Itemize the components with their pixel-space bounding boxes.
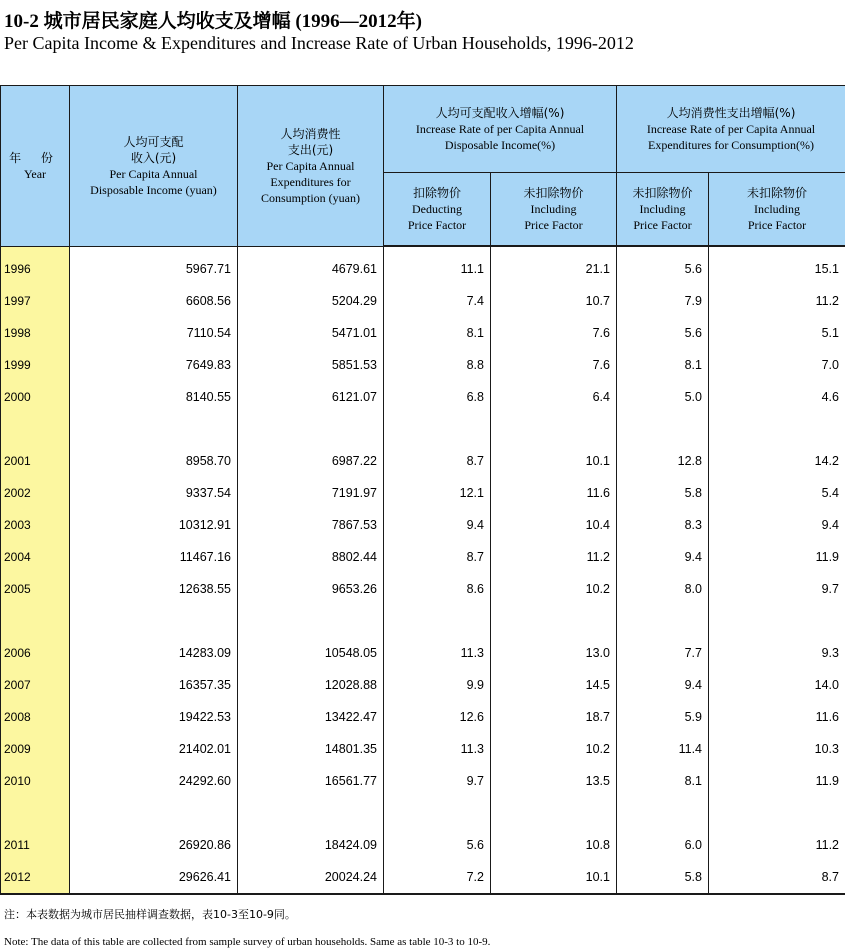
value-cell: 16357.35	[70, 669, 238, 701]
value-cell: 8.7	[384, 541, 491, 573]
value-cell: 9.4	[617, 541, 709, 573]
value-cell: 7.6	[491, 349, 617, 381]
table-row	[1, 509, 845, 541]
value-cell	[238, 797, 384, 829]
value-cell: 6608.56	[70, 285, 238, 317]
value-cell: 8.1	[617, 765, 709, 797]
value-cell: 13422.47	[238, 701, 384, 733]
value-cell: 14.5	[491, 669, 617, 701]
value-cell: 13.5	[491, 765, 617, 797]
table-row	[1, 733, 845, 765]
table-row	[1, 765, 845, 797]
value-cell: 7.9	[617, 285, 709, 317]
value-cell: 6.8	[384, 381, 491, 413]
value-cell: 5.6	[617, 246, 709, 285]
value-cell: 7.4	[384, 285, 491, 317]
value-cell	[709, 413, 845, 445]
spacer-row	[1, 605, 845, 637]
income-expenditure-table	[0, 85, 845, 895]
value-cell: 5.9	[617, 701, 709, 733]
year-cell: 2009	[1, 733, 70, 765]
value-cell: 5.8	[617, 861, 709, 894]
year-cell: 1996	[1, 246, 70, 285]
value-cell: 5.1	[709, 317, 845, 349]
value-cell	[70, 413, 238, 445]
value-cell: 5.0	[617, 381, 709, 413]
table-row	[1, 637, 845, 669]
table-row	[1, 246, 845, 285]
value-cell: 5.8	[617, 477, 709, 509]
table-row	[1, 285, 845, 317]
value-cell: 8140.55	[70, 381, 238, 413]
value-cell: 9.4	[709, 509, 845, 541]
year-cell: 2000	[1, 381, 70, 413]
header-consumption-expenditure: 人均消费性 支出(元) Per Capita Annual Expenditures for Consumption (yuan)	[238, 86, 384, 247]
year-cell	[1, 605, 70, 637]
value-cell: 7649.83	[70, 349, 238, 381]
value-cell: 14.0	[709, 669, 845, 701]
value-cell: 9653.26	[238, 573, 384, 605]
value-cell: 11.6	[709, 701, 845, 733]
value-cell: 10.1	[491, 861, 617, 894]
value-cell: 12638.55	[70, 573, 238, 605]
year-cell: 1999	[1, 349, 70, 381]
table-body	[1, 246, 845, 894]
value-cell: 11.2	[491, 541, 617, 573]
year-cell: 1998	[1, 317, 70, 349]
header-year: 年 份 Year	[1, 86, 70, 247]
value-cell: 10.2	[491, 573, 617, 605]
value-cell: 14801.35	[238, 733, 384, 765]
value-cell: 11467.16	[70, 541, 238, 573]
data-table-container	[0, 85, 845, 895]
value-cell: 16561.77	[238, 765, 384, 797]
value-cell: 8.3	[617, 509, 709, 541]
year-cell	[1, 797, 70, 829]
value-cell	[238, 605, 384, 637]
table-row	[1, 317, 845, 349]
value-cell: 11.9	[709, 541, 845, 573]
value-cell: 10.7	[491, 285, 617, 317]
value-cell: 8.7	[709, 861, 845, 894]
note-cn: 注：本表数据为城市居民抽样调查数据，表10-3至10-9同。	[4, 908, 296, 921]
value-cell: 8.7	[384, 445, 491, 477]
value-cell: 4.6	[709, 381, 845, 413]
page-title-cn: 10-2 城市居民家庭人均收支及增幅 (1996—2012年)	[4, 11, 422, 32]
table-row	[1, 829, 845, 861]
year-cell: 2001	[1, 445, 70, 477]
value-cell: 10.4	[491, 509, 617, 541]
value-cell: 5204.29	[238, 285, 384, 317]
value-cell: 5.4	[709, 477, 845, 509]
value-cell: 9.9	[384, 669, 491, 701]
value-cell: 5.6	[617, 317, 709, 349]
value-cell: 10.1	[491, 445, 617, 477]
value-cell	[617, 413, 709, 445]
year-cell	[1, 413, 70, 445]
value-cell: 9.4	[384, 509, 491, 541]
value-cell: 19422.53	[70, 701, 238, 733]
value-cell: 7191.97	[238, 477, 384, 509]
table-row	[1, 861, 845, 894]
value-cell	[491, 413, 617, 445]
table-row	[1, 477, 845, 509]
value-cell: 18424.09	[238, 829, 384, 861]
value-cell	[70, 797, 238, 829]
value-cell: 7110.54	[70, 317, 238, 349]
value-cell: 10548.05	[238, 637, 384, 669]
value-cell: 6.0	[617, 829, 709, 861]
value-cell: 8802.44	[238, 541, 384, 573]
value-cell: 13.0	[491, 637, 617, 669]
header-income-including-price: 未扣除物价 Including Price Factor	[491, 173, 617, 247]
table-row	[1, 573, 845, 605]
value-cell: 11.3	[384, 733, 491, 765]
value-cell	[617, 797, 709, 829]
value-cell: 21.1	[491, 246, 617, 285]
year-cell: 2002	[1, 477, 70, 509]
year-cell: 2007	[1, 669, 70, 701]
table-row	[1, 541, 845, 573]
value-cell: 5851.53	[238, 349, 384, 381]
page-title-en: Per Capita Income & Expenditures and Increase Rate of Urban Households, 1996-2012	[4, 33, 634, 53]
value-cell: 14283.09	[70, 637, 238, 669]
value-cell	[709, 797, 845, 829]
value-cell: 11.2	[709, 285, 845, 317]
value-cell: 10312.91	[70, 509, 238, 541]
value-cell: 10.2	[491, 733, 617, 765]
header-income-deducting-price: 扣除物价 Deducting Price Factor	[384, 173, 491, 247]
value-cell: 6121.07	[238, 381, 384, 413]
value-cell: 9.7	[384, 765, 491, 797]
value-cell: 14.2	[709, 445, 845, 477]
table-row	[1, 349, 845, 381]
value-cell: 11.6	[491, 477, 617, 509]
table-row	[1, 445, 845, 477]
table-row	[1, 701, 845, 733]
note-en: Note: The data of this table are collected from sample survey of urban households. Same as table 10-3 to 10-9.	[4, 936, 491, 948]
value-cell: 7.0	[709, 349, 845, 381]
value-cell: 8.0	[617, 573, 709, 605]
value-cell: 7.2	[384, 861, 491, 894]
table-row	[1, 381, 845, 413]
value-cell	[384, 605, 491, 637]
value-cell	[238, 413, 384, 445]
value-cell: 29626.41	[70, 861, 238, 894]
table-row	[1, 669, 845, 701]
header-expenditure-increase-rate: 人均消费性支出增幅(%) Increase Rate of per Capita Annual Expenditures for Consumption(%)	[617, 86, 845, 173]
value-cell: 12.8	[617, 445, 709, 477]
year-cell: 1997	[1, 285, 70, 317]
year-cell: 2003	[1, 509, 70, 541]
value-cell: 9.3	[709, 637, 845, 669]
value-cell: 20024.24	[238, 861, 384, 894]
value-cell: 9.4	[617, 669, 709, 701]
value-cell: 5967.71	[70, 246, 238, 285]
value-cell: 6987.22	[238, 445, 384, 477]
year-cell: 2008	[1, 701, 70, 733]
value-cell: 11.3	[384, 637, 491, 669]
value-cell: 15.1	[709, 246, 845, 285]
value-cell	[384, 797, 491, 829]
value-cell: 24292.60	[70, 765, 238, 797]
value-cell: 11.4	[617, 733, 709, 765]
value-cell: 7867.53	[238, 509, 384, 541]
spacer-row	[1, 797, 845, 829]
value-cell: 26920.86	[70, 829, 238, 861]
year-cell: 2011	[1, 829, 70, 861]
year-cell: 2010	[1, 765, 70, 797]
value-cell	[384, 413, 491, 445]
value-cell: 11.9	[709, 765, 845, 797]
value-cell: 12028.88	[238, 669, 384, 701]
year-cell: 2004	[1, 541, 70, 573]
value-cell: 11.2	[709, 829, 845, 861]
value-cell: 10.8	[491, 829, 617, 861]
value-cell: 21402.01	[70, 733, 238, 765]
header-expend-including-price: 未扣除物价 Including Price Factor	[709, 173, 845, 247]
year-cell: 2012	[1, 861, 70, 894]
value-cell: 9.7	[709, 573, 845, 605]
value-cell: 8.8	[384, 349, 491, 381]
value-cell: 8.6	[384, 573, 491, 605]
value-cell: 9337.54	[70, 477, 238, 509]
value-cell: 6.4	[491, 381, 617, 413]
value-cell	[491, 797, 617, 829]
header-income-increase-rate: 人均可支配收入增幅(%) Increase Rate of per Capita Annual Disposable Income(%)	[384, 86, 617, 173]
value-cell	[709, 605, 845, 637]
value-cell: 5471.01	[238, 317, 384, 349]
value-cell: 18.7	[491, 701, 617, 733]
value-cell: 11.1	[384, 246, 491, 285]
header-expend-deducting-price: 未扣除物价 Including Price Factor	[617, 173, 709, 247]
spacer-row	[1, 413, 845, 445]
year-cell: 2005	[1, 573, 70, 605]
value-cell	[491, 605, 617, 637]
value-cell	[70, 605, 238, 637]
value-cell: 8958.70	[70, 445, 238, 477]
header-disposable-income: 人均可支配 收入(元) Per Capita Annual Disposable Income (yuan)	[70, 86, 238, 247]
value-cell: 12.1	[384, 477, 491, 509]
value-cell: 7.6	[491, 317, 617, 349]
value-cell: 5.6	[384, 829, 491, 861]
year-cell: 2006	[1, 637, 70, 669]
value-cell	[617, 605, 709, 637]
value-cell: 8.1	[384, 317, 491, 349]
value-cell: 10.3	[709, 733, 845, 765]
value-cell: 8.1	[617, 349, 709, 381]
value-cell: 12.6	[384, 701, 491, 733]
value-cell: 4679.61	[238, 246, 384, 285]
value-cell: 7.7	[617, 637, 709, 669]
